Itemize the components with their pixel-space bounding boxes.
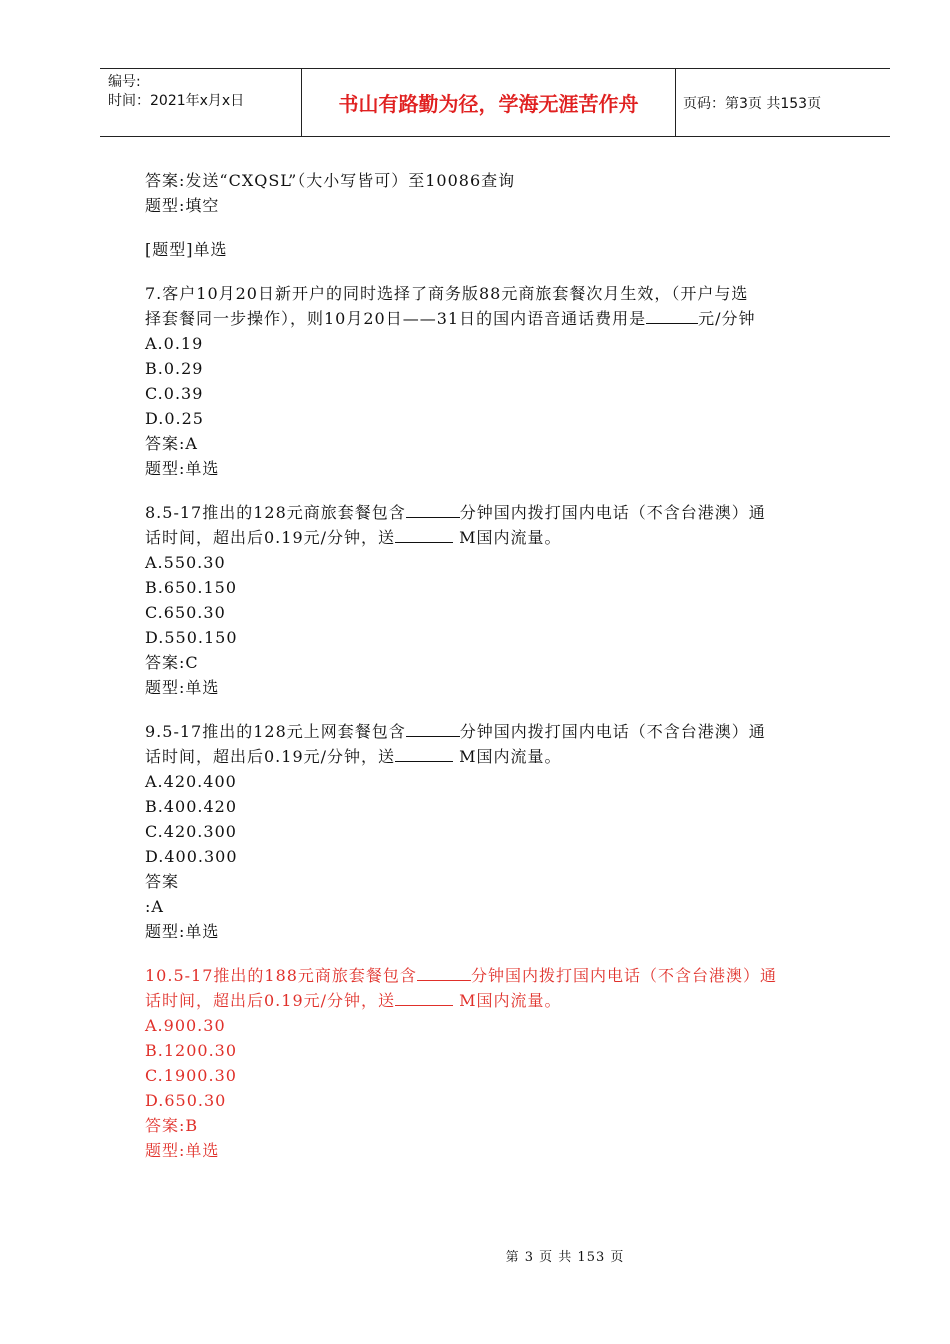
question-9 bbox=[145, 719, 855, 944]
option: B.650.150 bbox=[145, 578, 238, 597]
fill-blank bbox=[646, 309, 698, 324]
section-type: [题型]单选 bbox=[145, 240, 228, 259]
answer: 答案:A bbox=[145, 434, 198, 453]
option: A.420.400 bbox=[145, 772, 237, 791]
page-footer: 第 3 页 共 153 页 bbox=[505, 1250, 625, 1265]
option: A.550.30 bbox=[145, 553, 226, 572]
answer: 答案:C bbox=[145, 653, 199, 672]
fill-blank bbox=[395, 528, 453, 543]
time-label: 时间：2021年x月x日 bbox=[108, 93, 245, 109]
fill-blank bbox=[395, 991, 453, 1006]
fill-blank bbox=[417, 966, 471, 981]
option: D.650.30 bbox=[145, 1091, 227, 1110]
header-motto: 书山有路勤为径，学海无涯苦作舟 bbox=[338, 92, 639, 116]
question-type: 题型:单选 bbox=[145, 1141, 220, 1160]
fill-blank bbox=[395, 747, 453, 762]
option: A.900.30 bbox=[145, 1016, 226, 1035]
question-10 bbox=[145, 963, 855, 1163]
number-label: 编号: bbox=[108, 74, 141, 90]
question-text: 8.5-17推出的128元商旅套餐包含 分钟国内拨打国内电话（不含台港澳）通 bbox=[145, 503, 766, 522]
option: B.400.420 bbox=[145, 797, 238, 816]
answer-value: :A bbox=[145, 897, 164, 916]
header-page-info: 页码：第3页 共153页 bbox=[683, 95, 822, 112]
q6-type: 题型:填空 bbox=[145, 196, 220, 215]
document-body bbox=[145, 168, 855, 1163]
page-header bbox=[100, 68, 890, 137]
question-text: 10.5-17推出的188元商旅套餐包含 分钟国内拨打国内电话（不含台港澳）通 bbox=[145, 966, 777, 985]
option: C.1900.30 bbox=[145, 1066, 237, 1085]
answer-label: 答案 bbox=[145, 872, 180, 891]
question-type: 题型:单选 bbox=[145, 459, 220, 478]
question-8 bbox=[145, 500, 855, 700]
option: C.420.300 bbox=[145, 822, 237, 841]
option: B.0.29 bbox=[145, 359, 204, 378]
option: D.400.300 bbox=[145, 847, 238, 866]
question-text: 择套餐同一步操作），则10月20日——31日的国内语音通话费用是 元/分钟 bbox=[145, 309, 756, 328]
fill-blank bbox=[406, 722, 460, 737]
option: D.550.150 bbox=[145, 628, 238, 647]
question-text: 9.5-17推出的128元上网套餐包含 分钟国内拨打国内电话（不含台港澳）通 bbox=[145, 722, 766, 741]
option: C.0.39 bbox=[145, 384, 204, 403]
header-divider bbox=[675, 69, 676, 136]
question-text: 7.客户10月20日新开户的同时选择了商务版88元商旅套餐次月生效，（开户与选 bbox=[145, 284, 749, 303]
question-text: 话时间，超出后0.19元/分钟，送 M国内流量。 bbox=[145, 991, 562, 1010]
question-7 bbox=[145, 281, 855, 481]
fill-blank bbox=[406, 503, 460, 518]
header-meta bbox=[108, 73, 244, 111]
option: C.650.30 bbox=[145, 603, 226, 622]
question-text: 话时间，超出后0.19元/分钟，送 M国内流量。 bbox=[145, 747, 562, 766]
q6-answer: 答案:发送“CXQSL”（大小写皆可）至10086查询 bbox=[145, 171, 516, 190]
option: A.0.19 bbox=[145, 334, 204, 353]
answer: 答案:B bbox=[145, 1116, 199, 1135]
option: D.0.25 bbox=[145, 409, 204, 428]
question-text: 话时间，超出后0.19元/分钟，送 M国内流量。 bbox=[145, 528, 562, 547]
question-type: 题型:单选 bbox=[145, 922, 220, 941]
question-type: 题型:单选 bbox=[145, 678, 220, 697]
option: B.1200.30 bbox=[145, 1041, 238, 1060]
